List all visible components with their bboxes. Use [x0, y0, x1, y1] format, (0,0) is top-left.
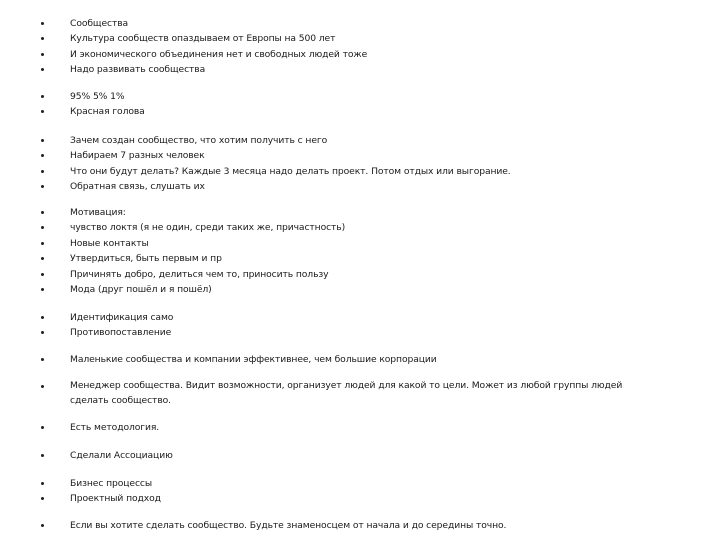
bullet-group-10 [0, 476, 720, 507]
list-item: Набираем 7 разных человек [0, 148, 720, 163]
bullet-group-1 [0, 16, 720, 78]
list-item: 95% 5% 1% [0, 89, 720, 104]
bullet-group-3 [0, 133, 720, 195]
bullet-group-2 [0, 89, 720, 120]
list-item: Причинять добро, делиться чем то, приносить пользу [0, 267, 720, 282]
bullet-group-5 [0, 310, 720, 341]
bullet-group-11 [0, 518, 720, 533]
list-item: Мотивация: [0, 205, 720, 220]
bullet-group-8 [0, 420, 720, 435]
list-item: Утвердиться, быть первым и пр [0, 251, 720, 266]
list-item: Бизнес процессы [0, 476, 720, 491]
list-item: чувство локтя (я не один, среди таких же, причастность) [0, 220, 720, 235]
list-item: Есть методология. [0, 420, 720, 435]
bullet-group-7 [0, 379, 720, 408]
list-item: Если вы хотите сделать сообщество. Будьте знаменосцем от начала и до середины точно. [0, 518, 720, 533]
list-item: Что они будут делать? Каждые 3 месяца надо делать проект. Потом отдых или выгорание. [0, 164, 720, 179]
list-item: Зачем создан сообщество, что хотим получить с него [0, 133, 720, 148]
bullet-group-6 [0, 352, 720, 367]
list-item: Новые контакты [0, 236, 720, 251]
bullet-group-4 [0, 205, 720, 297]
list-item: И экономического объединения нет и свободных людей тоже [0, 47, 720, 62]
list-item: Менеджер сообщества. Видит возможности, организует людей для какой то цели. Может из любой группы людей сделать сообщество. [0, 379, 720, 408]
list-item: Надо развивать сообщества [0, 62, 720, 77]
list-item: Сделали Ассоциацию [0, 448, 720, 463]
list-item: Обратная связь, слушать их [0, 179, 720, 194]
list-item: Проектный подход [0, 491, 720, 506]
list-item: Культура сообществ опаздываем от Европы на 500 лет [0, 31, 720, 46]
bullet-group-9 [0, 448, 720, 463]
list-item: Красная голова [0, 104, 720, 119]
list-item: Противопоставление [0, 325, 720, 340]
list-item: Маленькие сообщества и компании эффективнее, чем большие корпорации [0, 352, 720, 367]
list-item: Идентификация само [0, 310, 720, 325]
list-item: Мода (друг пошёл и я пошёл) [0, 282, 720, 297]
list-item: Сообщества [0, 16, 720, 31]
